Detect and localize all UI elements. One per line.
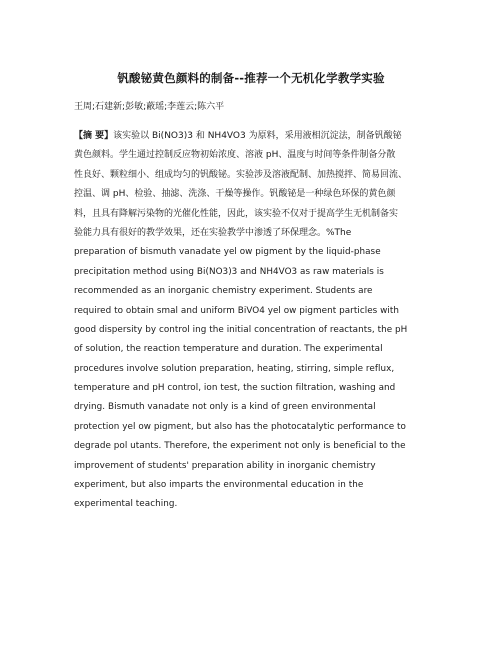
abstract-line: improvement of students' preparation ability in inorganic chemistry: [74, 460, 376, 471]
abstract-line: drying. Bismuth vanadate not only is a kind of green environmental: [74, 402, 376, 413]
abstract-line: 控温、调 pH、检验、抽滤、洗涤、干燥等操作。钒酸铋是一种绿色环保的黄色颜: [74, 189, 396, 200]
abstract-block: [74, 127, 439, 515]
abstract-line: degrade pol utants. Therefore, the experiment not only is beneficial to the: [74, 441, 406, 452]
paper-title: 钒酸铋黄色颜料的制备--推荐一个无机化学教学实验: [117, 71, 385, 85]
abstract-line: of solution, the reaction temperature and duration. The experimental: [74, 344, 383, 355]
abstract-label: 【摘 要】: [74, 131, 114, 141]
abstract-line: 性良好、颗粒细小、组成均匀的钒酸铋。实验涉及溶液配制、加热搅拌、简易回流、: [74, 169, 408, 180]
abstract-line: required to obtain smal and uniform BiVO4 yel ow pigment particles with: [74, 305, 400, 316]
abstract-line: [74, 127, 439, 146]
abstract-line: preparation of bismuth vanadate yel ow pigment by the liquid-phase: [74, 247, 381, 258]
abstract-line: precipitation method using Bi(NO3)3 and NH4VO3 as raw materials is: [74, 266, 384, 277]
abstract-line: protection yel ow pigment, but also has the photocatalytic performance to: [74, 421, 406, 432]
abstract-text: 该实验以 Bi(NO3)3 和 NH4VO3 为原料，采用液相沉淀法，制备钒酸铋: [113, 131, 402, 141]
abstract-line: 验能力具有很好的教学效果，还在实验教学中渗透了环保理念。%The: [74, 227, 352, 238]
abstract-line: 料，且具有降解污染物的光催化性能，因此，该实验不仅对于提高学生无机制备实: [74, 208, 399, 219]
abstract-line: good dispersity by control ing the initial concentration of reactants, the pH: [74, 324, 408, 335]
author-list: 王周;石建新;彭敏;蔽瑶;李莲云;陈六平: [74, 102, 225, 112]
abstract-line: procedures involve solution preparation, heating, stirring, simple reflux,: [74, 363, 395, 374]
abstract-line: experiment, but also imparts the environmental education in the: [74, 480, 364, 491]
abstract-line: 黄色颜料。学生通过控制反应物初始浓度、溶液 pH、温度与时间等条件制备分散: [74, 150, 396, 161]
abstract-line: recommended as an inorganic chemistry experiment. Students are: [74, 286, 373, 297]
abstract-line: temperature and pH control, ion test, the suction filtration, washing and: [74, 383, 396, 394]
abstract-line: experimental teaching.: [74, 499, 178, 510]
